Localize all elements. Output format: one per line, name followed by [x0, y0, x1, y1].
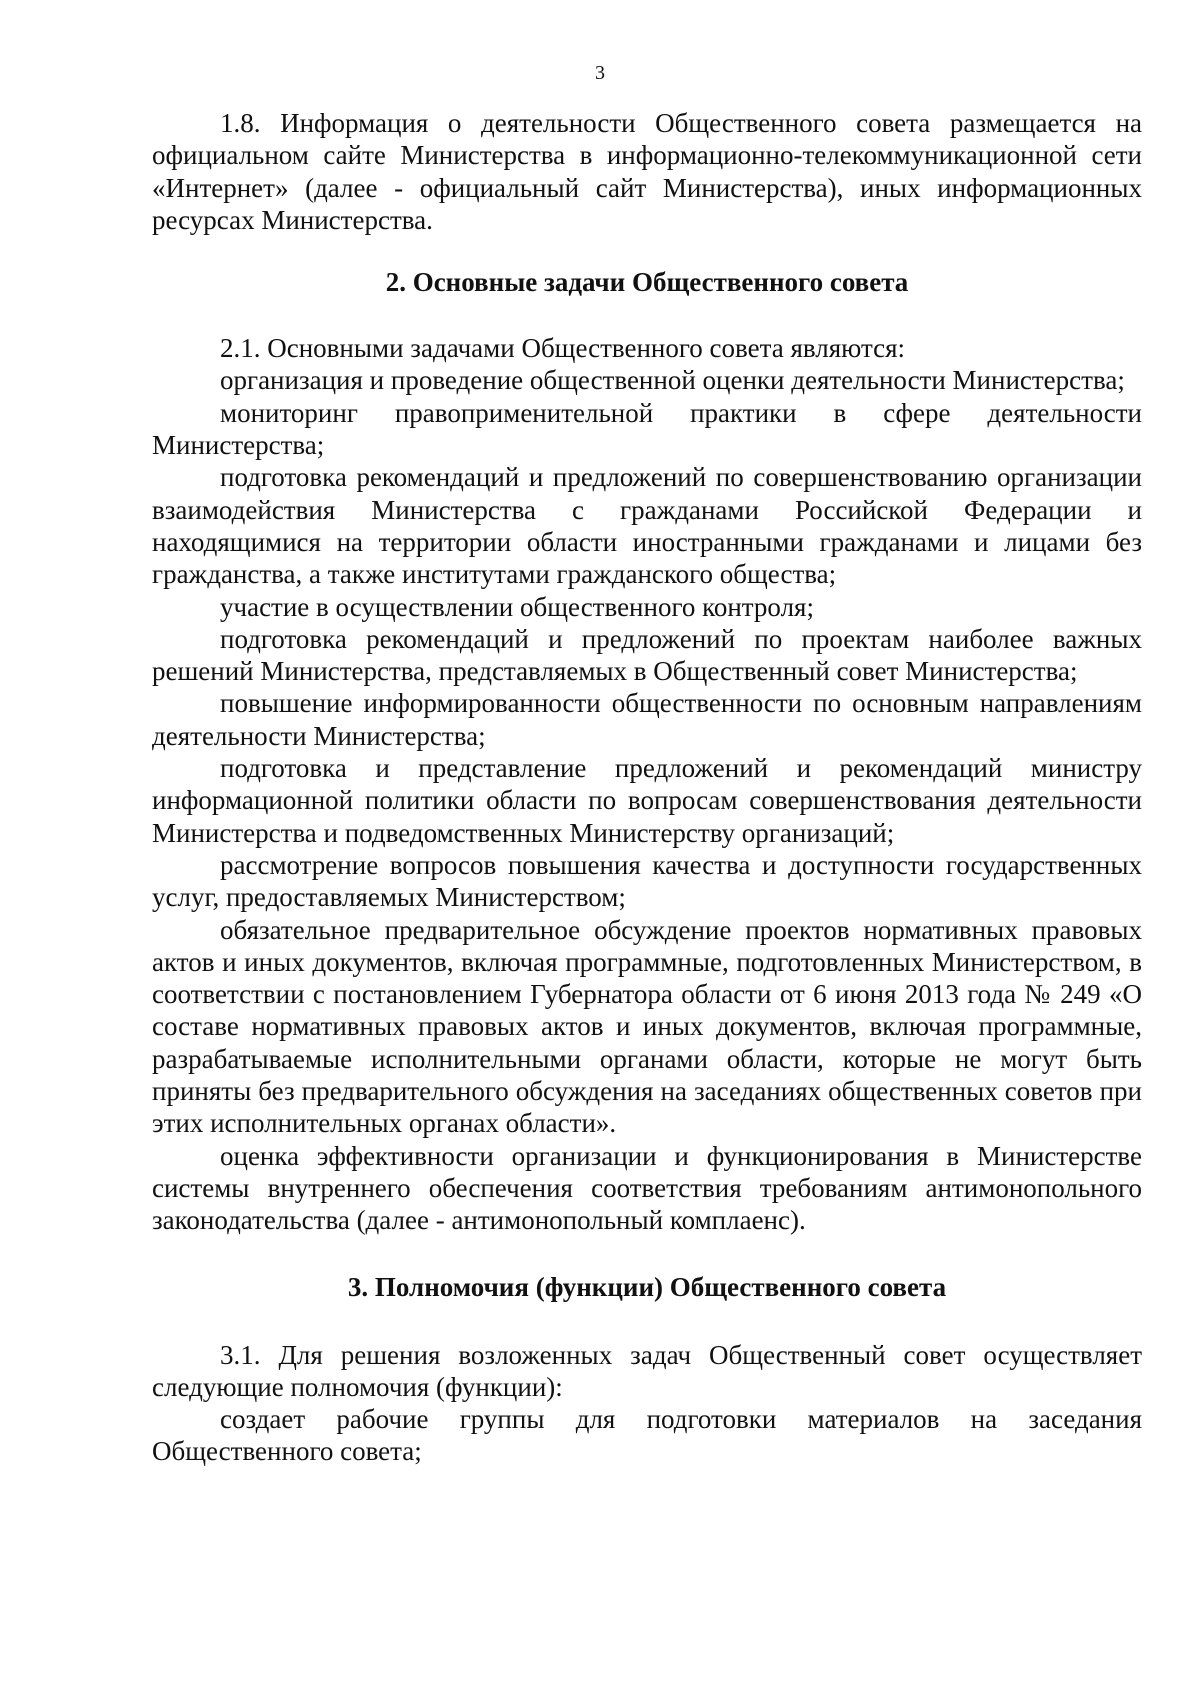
list-item: обязательное предварительное обсуждение проектов нормативных правовых актов и иных документов, включая программные, подготовленных Министерством, в соответствии с постановлением Губернатора области от 6 июня 2013 года № 249 «О составе нормативных правовых актов и иных документов, включая программные, разрабатываемые исполнительными органами области, которые не могут быть приняты без предварительного обсуждения на заседаниях общественных советов при этих исполнительных органах области». [152, 914, 1142, 1139]
list-item: подготовка и представление предложений и рекомендаций министру информационной политики области по вопросам совершенствования деятельности Министерства и подведомственных Министерству организаций; [152, 753, 1142, 848]
list-item: рассмотрение вопросов повышения качества и доступности государственных услуг, предоставляемых Министерством; [152, 849, 1142, 913]
page-number: 3 [595, 62, 605, 84]
section-2-heading: 2. Основные задачи Общественного совета [385, 267, 909, 298]
list-item: мониторинг правоприменительной практики в сфере деятельности Министерства; [152, 397, 1142, 461]
paragraph-2-1: 2.1. Основными задачами Общественного совета являются: [220, 333, 906, 364]
list-item: подготовка рекомендаций и предложений по проектам наиболее важных решений Министерства, представляемых в Общественный совет Министерства; [152, 623, 1142, 687]
document-body [152, 107, 1142, 1468]
list-item: создает рабочие группы для подготовки материалов на заседания Общественного совета; [152, 1404, 1142, 1467]
list-item: подготовка рекомендаций и предложений по совершенствованию организации взаимодействия Министерства с гражданами Российской Федерации и находящимися на территории области иностранными гражданами и лицами без гражданства, а также институтами гражданского общества; [152, 462, 1142, 590]
paragraph-3-1: 3.1. Для решения возложенных задач Общественный совет осуществляет следующие полномочия (функции): [152, 1339, 1142, 1402]
list-item: участие в осуществлении общественного контроля; [220, 591, 814, 622]
list-item: организация и проведение общественной оценки деятельности Министерства; [220, 365, 1125, 396]
section-3-heading: 3. Полномочия (функции) Общественного совета [347, 1271, 947, 1302]
list-item: повышение информированности общественности по основным направлениям деятельности Министерства; [152, 688, 1142, 751]
paragraph-1-8: 1.8. Информация о деятельности Общественного совета размещается на официальном сайте Министерства в информационно-телекоммуникационной сети «Интернет» (далее - официальный сайт Министерства), иных информационных ресурсах Министерства. [152, 108, 1142, 235]
list-item: оценка эффективности организации и функционирования в Министерстве системы внутреннего обеспечения соответствия требованиям антимонопольного законодательства (далее - антимонопольный комплаенс). [152, 1140, 1142, 1236]
